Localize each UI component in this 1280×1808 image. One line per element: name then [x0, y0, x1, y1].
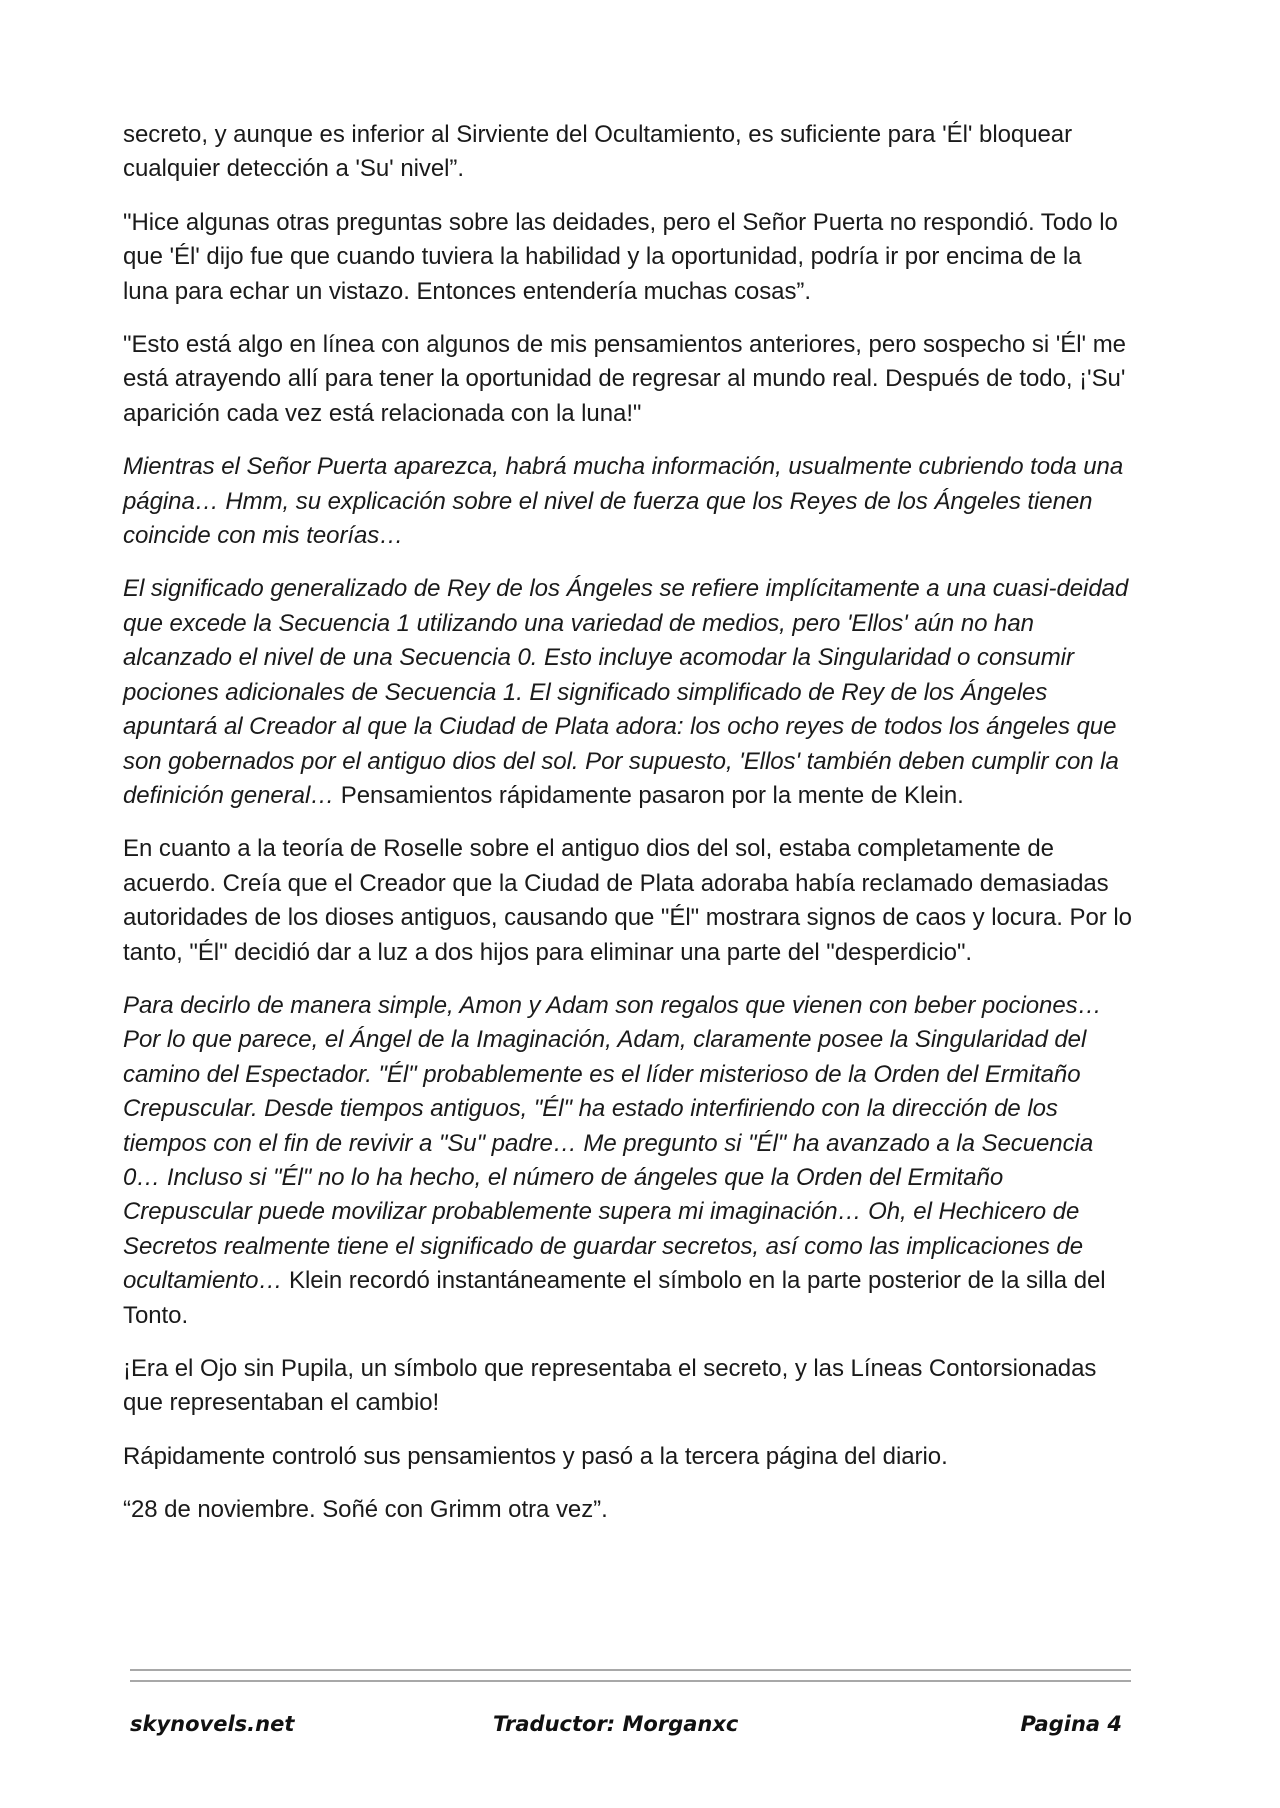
text-segment: Pensamientos rápidamente pasaron por la mente de Klein. [334, 781, 964, 809]
paragraph [123, 328, 1133, 431]
text-segment: secreto, y aunque es inferior al Sirviente del Ocultamiento, es suficiente para 'Él' bloquear cualquier detección a 'Su' nivel”. [123, 121, 1073, 183]
text-segment: "Hice algunas otras preguntas sobre las deidades, pero el Señor Puerta no respondió. Todo lo que 'Él' dijo fue que cuando tuviera la habilidad y la oportunidad, podría ir por encima de la luna para echar un vistazo. Entonces entendería muchas cosas”. [123, 208, 1118, 305]
italic-text-segment: El significado generalizado de Rey de los Ángeles se refiere implícitamente a una cuasi-deidad que excede la Secuencia 1 utilizando una variedad de medios, pero 'Ellos' aún no han alcanzado el nivel de una Secuencia 0. Esto incluye acomodar la Singularidad o consumir pociones adicionales de Secuencia 1. El significado simplificado de Rey de los Ángeles apuntará al Creador al que la Ciudad de Plata adora: los ocho reyes de todos los ángeles que son gobernados por el antiguo dios del sol. Por supuesto, 'Ellos' también deben cumplir con la definición general… [123, 575, 1129, 809]
paragraph [123, 206, 1133, 309]
text-segment: Klein recordó instantáneamente el símbolo en la parte posterior de la silla del Tonto. [123, 1267, 1106, 1329]
document-body [123, 118, 1133, 1547]
footer-site-name: skynovels.net [130, 1712, 295, 1736]
footer-divider-bottom [130, 1680, 1131, 1682]
text-segment: "Esto está algo en línea con algunos de mis pensamientos anteriores, pero sospecho si 'Él' me está atrayendo allí para tener la oportunidad de regresar al mundo real. Después de todo, ¡'Su' aparición cada vez está relacionada con la luna!" [123, 331, 1126, 427]
text-segment: En cuanto a la teoría de Roselle sobre el antiguo dios del sol, estaba completamente de acuerdo. Creía que el Creador que la Ciudad de Plata adoraba había reclamado demasiadas autoridades de los dioses antiguos, causando que "Él" mostrara signos de caos y locura. Por lo tanto, "Él" decidió dar a luz a dos hijos para eliminar una parte del "desperdicio". [123, 835, 1132, 966]
page-footer [130, 1712, 1122, 1752]
footer-page-number: Pagina 4 [1020, 1712, 1122, 1736]
paragraph [123, 1493, 1133, 1527]
footer-translator: Traductor: Morganxc [493, 1712, 739, 1736]
paragraph [123, 1440, 1133, 1474]
paragraph [123, 572, 1133, 813]
italic-text-segment: Mientras el Señor Puerta aparezca, habrá mucha información, usualmente cubriendo toda una página… Hmm, su explicación sobre el nivel de fuerza que los Reyes de los Ángeles tienen coincide con mis teorías… [123, 453, 1124, 550]
paragraph [123, 450, 1133, 553]
paragraph [123, 118, 1133, 187]
text-segment: ¡Era el Ojo sin Pupila, un símbolo que representaba el secreto, y las Líneas Contorsionadas que representaban el cambio! [123, 1355, 1097, 1417]
text-segment: “28 de noviembre. Soñé con Grimm otra vez”. [123, 1496, 608, 1524]
paragraph [123, 832, 1133, 970]
italic-text-segment: Para decirlo de manera simple, Amon y Adam son regalos que vienen con beber pociones… Por lo que parece, el Ángel de la Imaginación, Adam, claramente posee la Singularidad del camino del Espectador. "Él" probablemente es el líder misterioso de la Orden del Ermitaño Crepuscular. Desde tiempos antiguos, "Él" ha estado interfiriendo con la dirección de los tiempos con el fin de revivir a "Su" padre… Me pregunto si "Él" ha avanzado a la Secuencia 0… Incluso si "Él" no lo ha hecho, el número de ángeles que la Orden del Ermitaño Crepuscular puede movilizar probablemente supera mi imaginación… Oh, el Hechicero de Secretos realmente tiene el significado de guardar secretos, así como las implicaciones de ocultamiento… [123, 991, 1102, 1295]
text-segment: Rápidamente controló sus pensamientos y pasó a la tercera página del diario. [123, 1442, 948, 1470]
paragraph [123, 989, 1133, 1333]
paragraph [123, 1352, 1133, 1421]
footer-divider-top [130, 1669, 1131, 1671]
